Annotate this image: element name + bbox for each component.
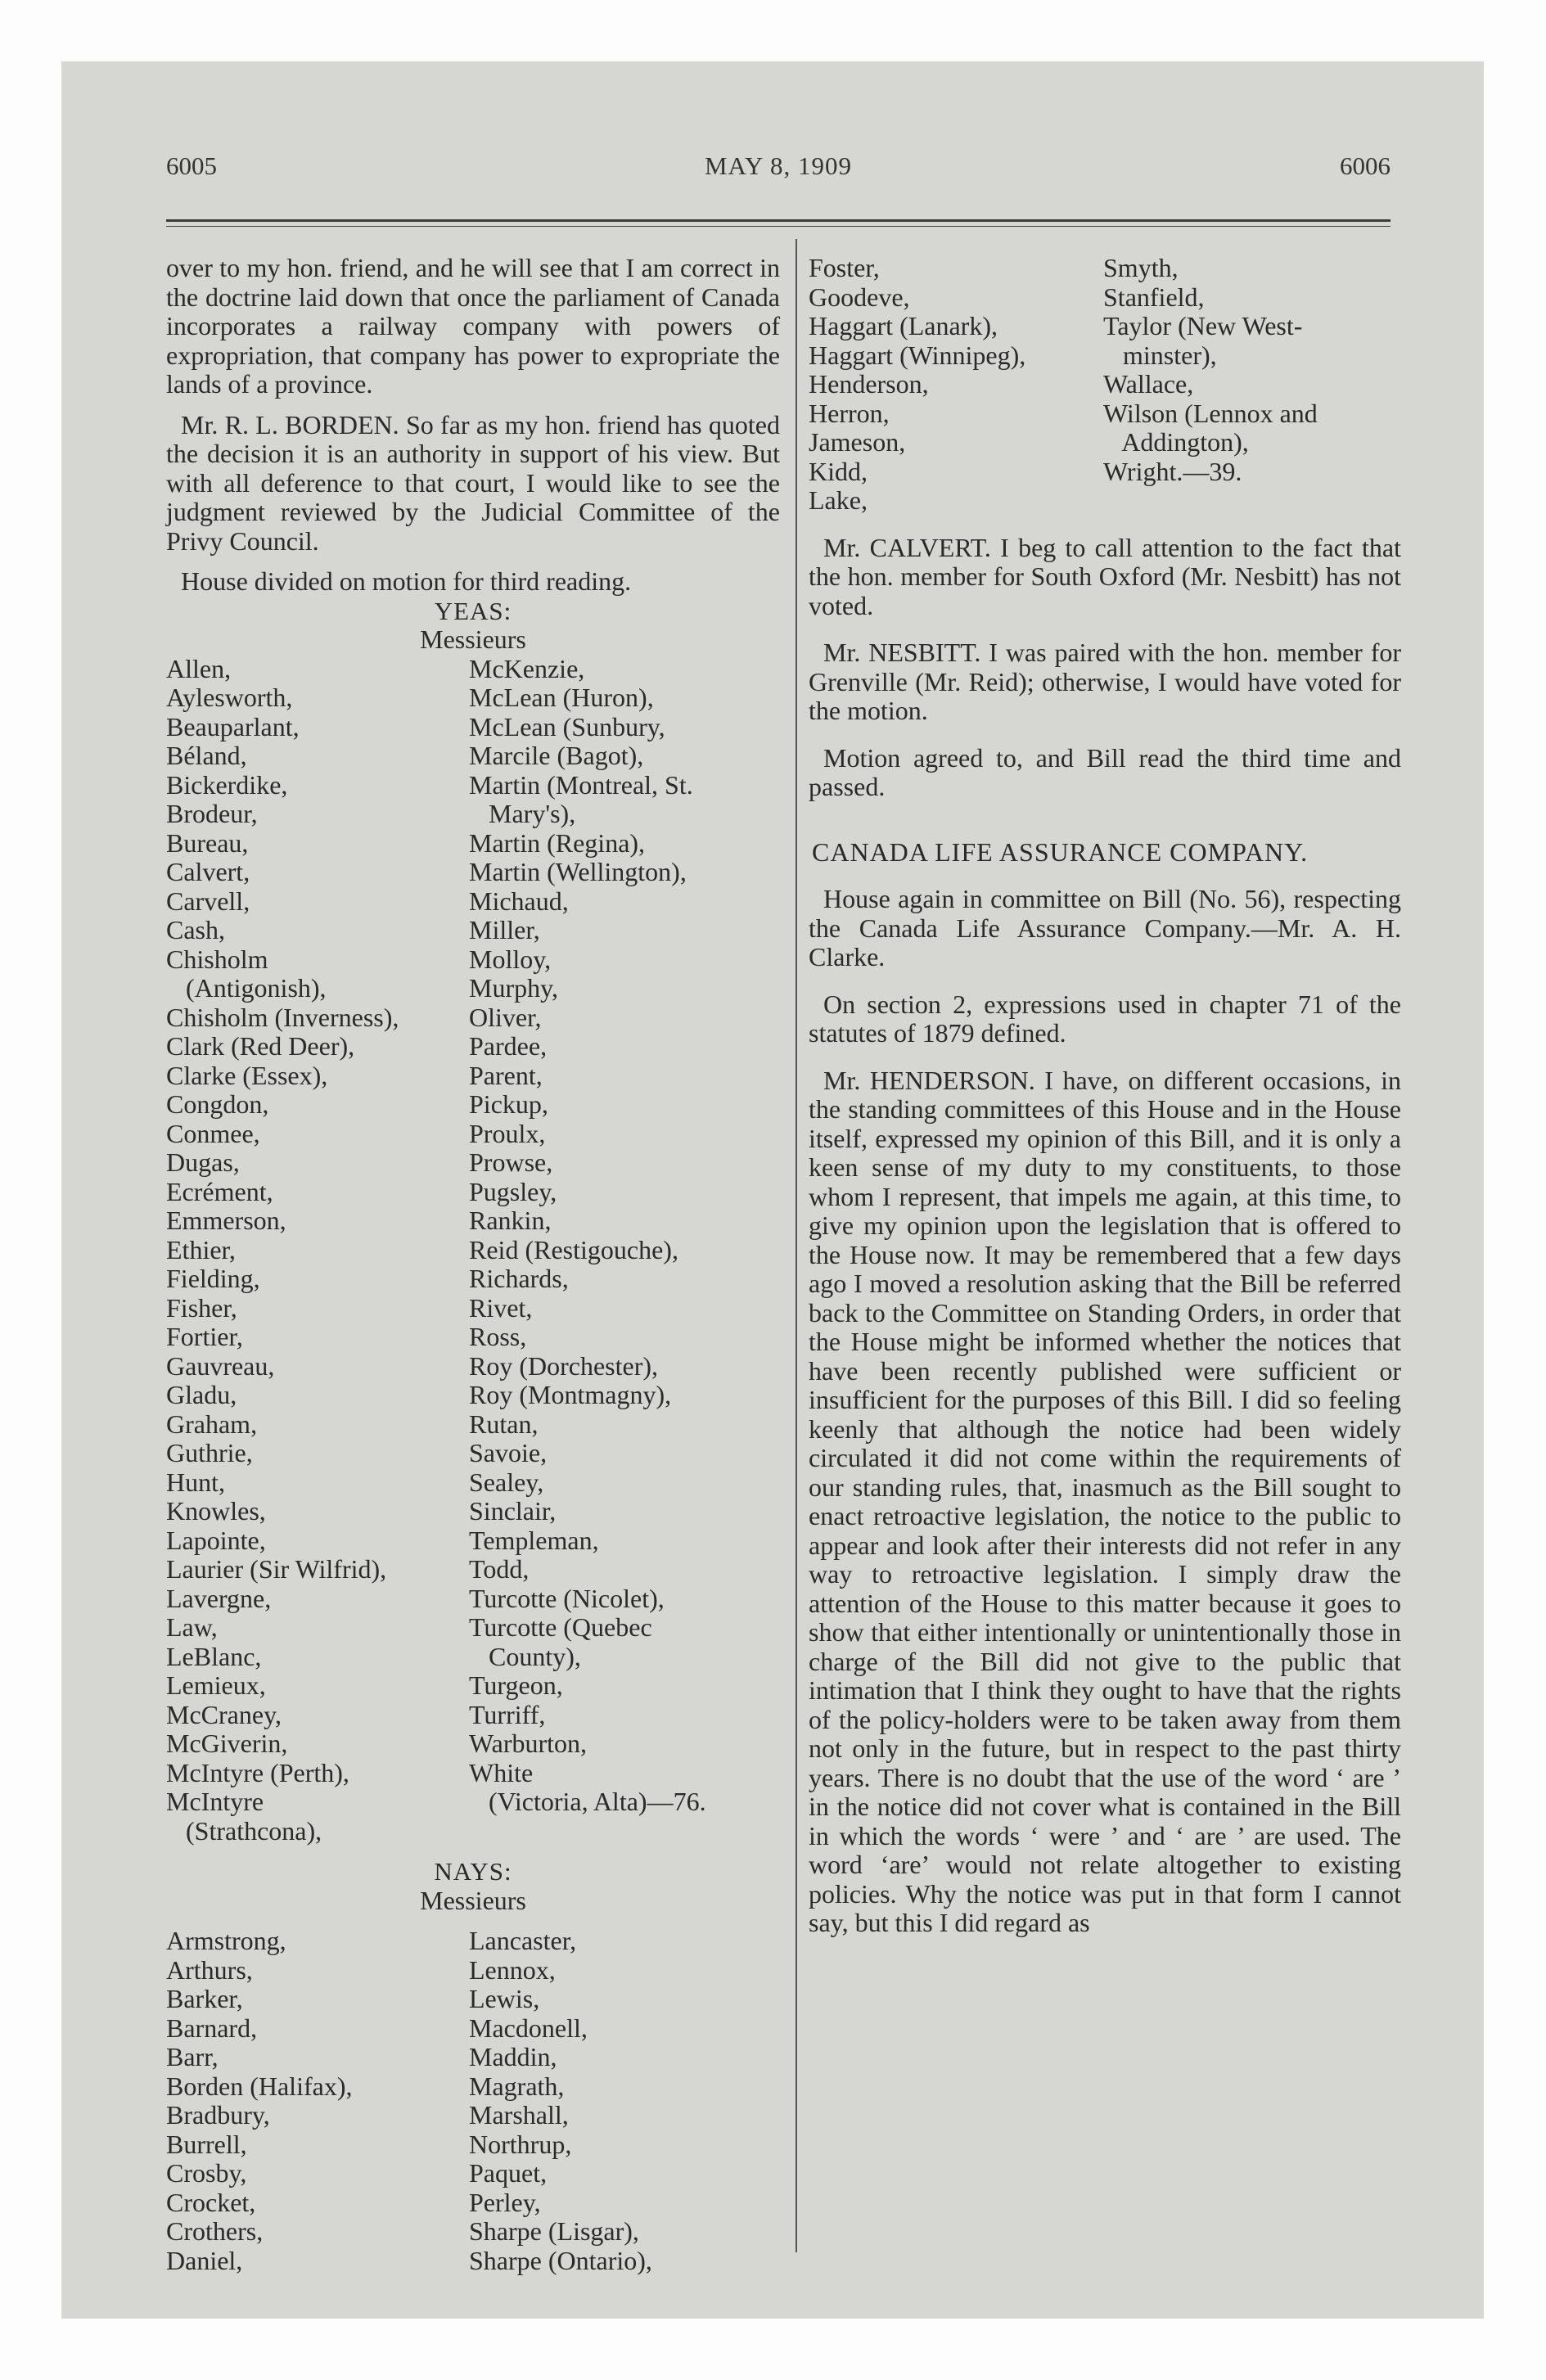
paragraph-committee: House again in committee on Bill (No. 56), respecting the Canada Life Assurance Company.—Mr. A. H. Clarke. [809, 884, 1401, 971]
header-rule-thick [166, 219, 1390, 222]
paragraph-division: House divided on motion for third reading. [181, 566, 632, 596]
paragraph-motion: Motion agreed to, and Bill read the third time and passed. [809, 742, 1401, 801]
left-column [166, 254, 780, 2275]
page-number-right: 6006 [1340, 151, 1390, 180]
header-rule-thin [166, 226, 1390, 227]
nays-subheading: Messieurs [420, 1885, 526, 1915]
paragraph-section-2: On section 2, expressions used in chapter 71 of the statutes of 1879 defined. [809, 989, 1401, 1048]
yeas-subheading: Messieurs [420, 624, 526, 654]
page-date: MAY 8, 1909 [704, 151, 853, 180]
nays-heading: NAYS: [434, 1857, 512, 1886]
yeas-list [166, 655, 780, 1846]
yeas-list-column-2: McKenzie, McLean (Huron), McLean (Sunbury, Marcile (Bagot), Martin (Montreal, St. Mary's), Martin (Regina), Martin (Wellington), Michaud, Miller, Molloy, Murphy, Oliver, Pardee, Parent, Pickup, Proulx, Prowse, Pugsley, Rankin, Reid (Restigouche), Richards, Rivet, Ross, Roy (Dorchester), Roy (Montmagny), Rutan, Savoie, Sealey, Sinclair, Templeman, Todd, Turcotte (Nicolet), Turcotte (Quebec County), Turgeon, Turriff, Warburton, White (Victoria, Alta)—76. [469, 653, 706, 1816]
right-column [809, 254, 1401, 1938]
paragraph-continuation: over to my hon. friend, and he will see that I am correct in the doctrine laid down that once the parliament of Canada incorporates a railway company with powers of expropriation, that company has power to expropriate the lands of a province. [166, 253, 780, 399]
yeas-list-column-1: Allen, Aylesworth, Beauparlant, Béland, Bickerdike, Brodeur, Bureau, Calvert, Carvell, Cash, Chisholm (Antigonish), Chisholm (Inverness), Clark (Red Deer), Clarke (Essex), Congdon, Conmee, Dugas, Ecrément, Emmerson, Ethier, Fielding, Fisher, Fortier, Gauvreau, Gladu, Graham, Guthrie, Hunt, Knowles, Lapointe, Laurier (Sir Wilfrid), Lavergne, Law, LeBlanc, Lemieux, McCraney, McGiverin, McIntyre (Perth), McIntyre (Strathcona), [166, 653, 399, 1846]
paragraph-borden: Mr. R. L. BORDEN. So far as my hon. friend has quoted the decision it is an authority in support of his view. But with all deference to that court, I would like to see the judgment reviewed by the Judicial Committee of the Privy Council. [166, 409, 780, 556]
nays-list-left [166, 1927, 780, 2275]
nays-list-left-column-1: Armstrong, Arthurs, Barker, Barnard, Barr, Borden (Halifax), Bradbury, Burrell, Crosby, Crocket, Crothers, Daniel, [166, 1926, 353, 2275]
paragraph-henderson: Mr. HENDERSON. I have, on different occasions, in the standing committees of this House and in the House itself, expressed my opinion of this Bill, and it is only a keen sense of my duty to my constituents, to those whom I represent, that impels me again, at this time, to give my opinion upon the legislation that is offered to the House now. It may be remembered that a few days ago I moved a resolution asking that the Bill be referred back to the Committee on Standing Orders, in order that the House might be informed whether the notices that have been recently published were sufficient or insufficient for the purposes of this Bill. I did so feeling keenly that although the notice had been widely circulated it did not come within the requirements of our standing rules, that, inasmuch as the Bill sought to enact retroactive legislation, the notice to the public to appear and look after their interests did not refer in any way to retroactive legislation. I simply draw the attention of the House to this matter because it goes to show that either intentionally or unintentionally those in charge of the Bill did not give to the public that intimation that I think they ought to have that the rights of the policy-holders were to be taken away from them not only in the future, but in respect to the past thirty years. There is no doubt that the use of the word ‘ are ’ in the notice did not cover what is contained in the Bill in which the words ‘ were ’ and ‘ are ’ are used. The word ‘are’ would not relate altogether to existing policies. Why the notice was put in that form I cannot say, but this I did regard as [809, 1065, 1401, 1937]
paragraph-calvert: Mr. CALVERT. I beg to call attention to the fact that the hon. member for South Oxford (Mr. Nesbitt) has not voted. [809, 532, 1401, 620]
nays-list-right-column-2: Smyth, Stanfield, Taylor (New West- minster), Wallace, Wilson (Lennox and Addington), Wright.—39. [1103, 253, 1318, 486]
column-divider [796, 239, 797, 2252]
nays-list-right [809, 254, 1401, 516]
page-number-left: 6005 [166, 151, 217, 180]
yeas-heading: YEAS: [434, 596, 512, 625]
section-heading: CANADA LIFE ASSURANCE COMPANY. [812, 836, 1309, 867]
nays-list-left-column-2: Lancaster, Lennox, Lewis, Macdonell, Maddin, Magrath, Marshall, Northrup, Paquet, Perley, Sharpe (Lisgar), Sharpe (Ontario), [469, 1926, 652, 2275]
nays-list-right-column-1: Foster, Goodeve, Haggart (Lanark), Haggart (Winnipeg), Henderson, Herron, Jameson, Kidd, Lake, [809, 253, 1026, 515]
paragraph-nesbitt: Mr. NESBITT. I was paired with the hon. member for Grenville (Mr. Reid); otherwise, I would have voted for the motion. [809, 638, 1401, 725]
page-header [166, 151, 1390, 192]
